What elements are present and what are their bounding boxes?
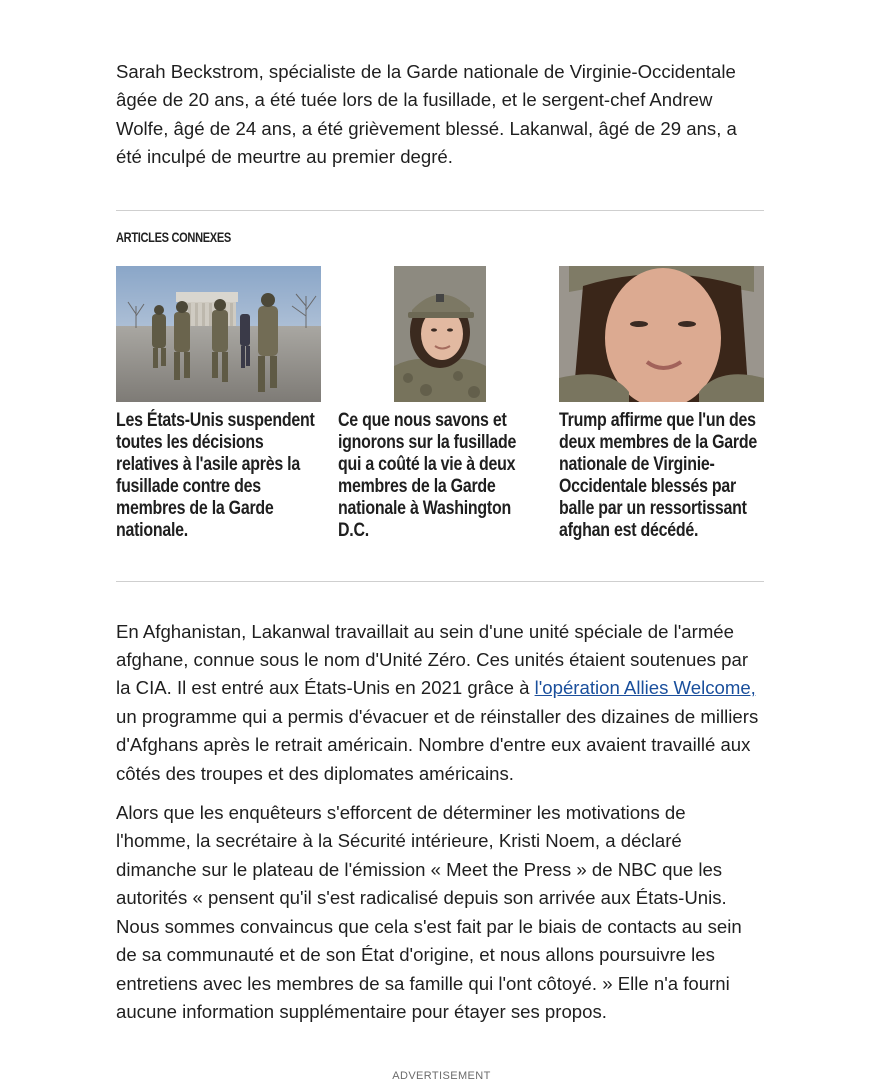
guard-member-portrait-photo[interactable] (338, 266, 543, 402)
related-article-card[interactable] (116, 266, 321, 542)
guard-member-portrait-image (338, 266, 543, 402)
guard-member-selfie-image (559, 266, 764, 402)
related-article-card[interactable] (559, 266, 764, 542)
related-articles-list (116, 266, 764, 542)
related-articles-heading: ARTICLES CONNEXES (116, 229, 231, 245)
article-paragraph: Sarah Beckstrom, spécialiste de la Garde nationale de Virginie-Occidentale âgée de 20 ans, a été tuée lors de la fusillade, et le sergent-chef Andrew Wolfe, âgé de 24 ans, a été grièvement blessé. Lakanwal, âgé de 29 ans, a été inculpé de meurtre au premier degré. (116, 61, 737, 168)
divider (116, 581, 764, 582)
divider (116, 210, 764, 211)
related-article-title[interactable]: Trump affirme que l'un des deux membres de la Garde nationale de Virginie-Occidentale blessés par balle par un ressortissant afghan est décédé. (559, 409, 757, 541)
allies-welcome-link[interactable]: l'opération Allies Welcome, (534, 677, 756, 699)
related-articles (116, 230, 764, 542)
paragraph-text: En Afghanistan, Lakanwal travaillait au sein d'une unité spéciale de l'armée afghane, connue sous le nom d'Unité Zéro. Ces unités étaient soutenues par la CIA. Il est entré aux États-Unis en 2021 grâce à (116, 620, 749, 699)
paragraph-text: un programme qui a permis d'évacuer et de réinstaller des dizaines de milliers d'Afghans après le retrait américain. Nombre d'entre eux avaient travaillé aux côtés des troupes et des diplomates américains. (116, 705, 759, 784)
advertisement-label: ADVERTISEMENT (392, 1070, 491, 1082)
soldiers-walking-photo[interactable] (116, 266, 321, 402)
article-paragraph: Alors que les enquêteurs s'efforcent de déterminer les motivations de l'homme, la secrétaire à la Sécurité intérieure, Kristi Noem, a déclaré dimanche sur le plateau de l'émission « Meet the Press » de NBC que les autorités « pensent qu'il s'est radicalisé depuis son arrivée aux États-Unis. Nous sommes convaincus que cela s'est fait par le biais de contacts au sein de sa communauté et de son État d'origine, et nous allons poursuivre les entretiens avec les membres de sa famille qui l'ont côtoyé. » Elle n'a fourni aucune information supplémentaire pour étayer ses propos. (116, 802, 742, 1022)
article-body (116, 58, 764, 1026)
related-article-title[interactable]: Les États-Unis suspendent toutes les décisions relatives à l'asile après la fusillade contre des membres de la Garde nationale. (116, 409, 315, 541)
guard-member-selfie-photo[interactable] (559, 266, 764, 402)
related-article-title[interactable]: Ce que nous savons et ignorons sur la fusillade qui a coûté la vie à deux membres de la Garde nationale à Washington D.C. (337, 409, 516, 541)
soldiers-walking-image (116, 266, 321, 402)
article-paragraph (116, 618, 764, 788)
related-article-card[interactable] (338, 266, 543, 542)
